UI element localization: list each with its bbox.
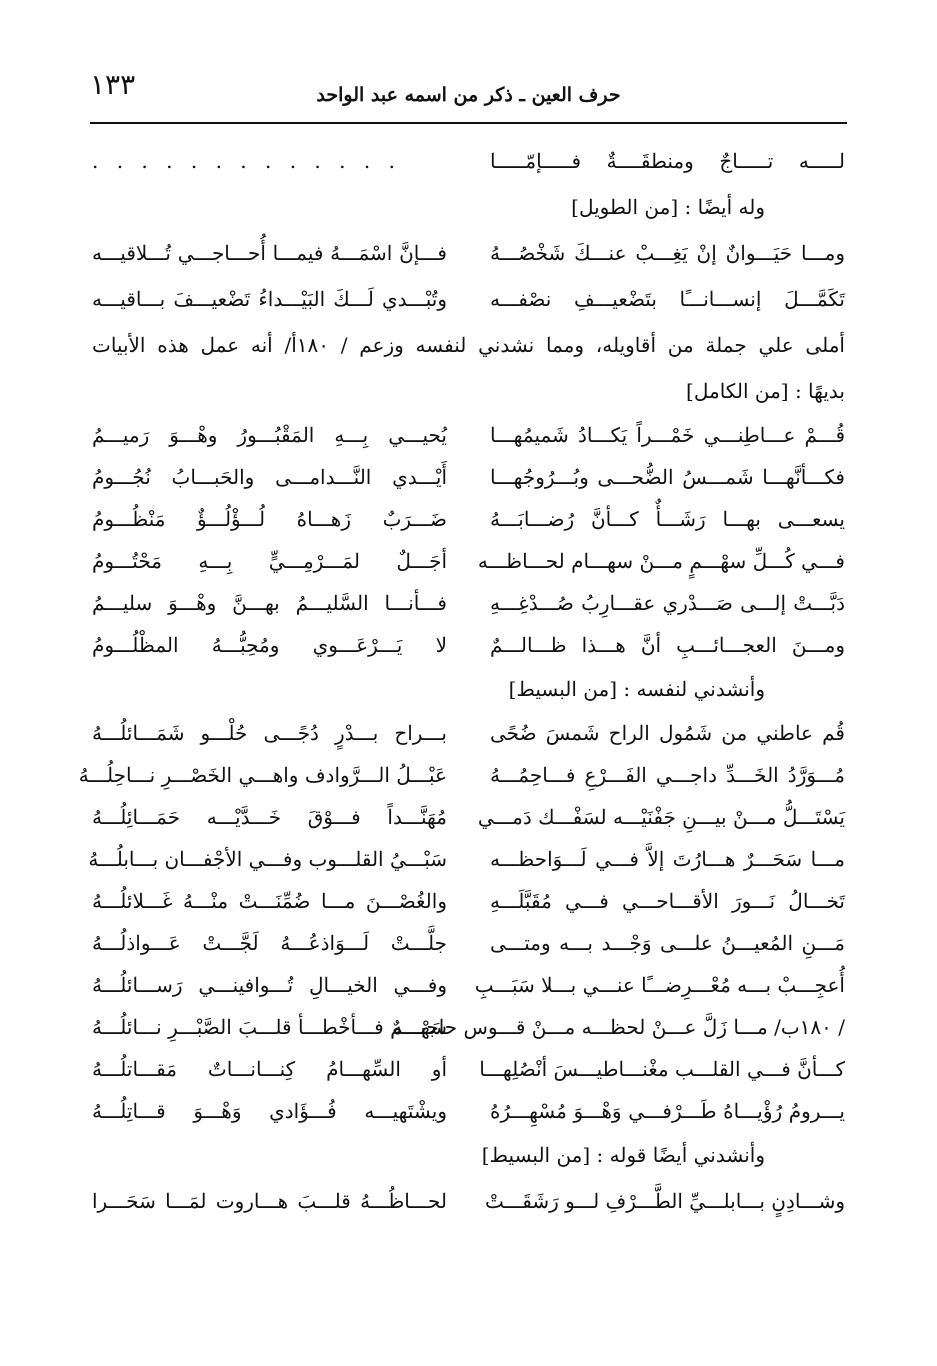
hemistich-second: يُحيـــي بِـــهِ المَقْبُـــورُ وهْـــوَ رَميـــمُ — [92, 423, 447, 447]
hemistich-first: مُـــوَرَّدُ الخَـــدِّ داجـــي الفَـــرْعِ فـــاحِمُـــهُ — [490, 763, 845, 787]
verse-line — [92, 1006, 845, 1048]
hemistich-first: مَـــنِ المُعيـــنُ علـــى وَجْـــد بـــه ومتـــى — [490, 931, 845, 955]
hemistich-second: وفـــي الخيـــالِ تُـــوافينـــي رَســـائلُـــهُ — [92, 973, 447, 997]
hemistich-second: وتُبْـــدي لَـــكَ البَيْـــداءُ تَضْعيـــفَ بـــاقيـــه — [92, 287, 447, 311]
verse-line — [92, 624, 845, 666]
hemistich-first: وشـــادِنٍ بـــابلـــيِّ الطَّـــرْفِ لـــو رَشَقَـــتْ — [485, 1189, 845, 1213]
hemistich-first: أُعجِـــبْ بـــه مُعْـــرِضـــًا عنـــي بـــلا سَبَـــبِ — [474, 973, 845, 997]
poem-introduction: وله أيضًا : [من الطويل] — [571, 195, 765, 219]
verse-line — [92, 1178, 845, 1224]
page-header — [90, 60, 847, 120]
poem-introduction: وأنشدني أيضًا قوله : [من البسيط] — [481, 1143, 765, 1167]
verse-line — [92, 796, 845, 838]
hemistich-second: بـــراح بـــدْرٍ دُجًـــى حُلْـــو شَمَـــائلُـــهُ — [92, 721, 447, 745]
verse-line — [92, 582, 845, 624]
hemistich-first: كـــأنَّ فـــي القلـــب مغْنـــاطيـــسَ أنْصُلِهـــا — [479, 1057, 845, 1081]
verse-line — [92, 138, 845, 184]
hemistich-second: لا يَـــرْعَـــوي ومُحِبُّـــهُ المظْلُـــومُ — [92, 633, 447, 657]
verse-line — [92, 880, 845, 922]
poem-introduction: وأنشدني لنفسه : [من البسيط] — [508, 677, 765, 701]
verse-line — [92, 1048, 845, 1090]
verse-line — [92, 276, 845, 322]
verse-line — [92, 712, 845, 754]
hemistich-second: سَبْـــيُ القلـــوب وفـــي الأجْفـــان بـــابلُـــهُ — [88, 847, 447, 871]
hemistich-second: فـــإنَّ اسْمَـــهُ فيمـــا أُحـــاجـــي تُـــلاقيـــه — [92, 241, 447, 265]
hemistich-second: فـــأنـــا السَّليـــمُ بهـــنَّ وهْـــوَ سليـــمُ — [92, 591, 447, 615]
hemistich-first: مـــا سَحَـــرٌ هـــارُتَ إلاَّ فـــي لَـــوَاحظـــه — [490, 847, 845, 871]
hemistich-first: دَبَّـــتْ إلـــى صَـــدْري عقـــارِبُ صُـــدْغِـــهِ — [490, 591, 845, 615]
verse-line — [92, 414, 845, 456]
hemistich-first: يسعـــى بهـــا رَشَـــأٌ كـــأنَّ رُضـــابَـــهُ — [490, 507, 845, 531]
hemistich-first: ومـــا حَيَـــوانٌ إنْ يَغِـــبْ عنـــكَ شَخْصُـــهُ — [490, 241, 845, 265]
hemistich-second: جلَّـــتْ لَـــوَاذعُـــهُ لَجَّـــتْ عَـــواذلُـــهُ — [92, 931, 447, 955]
hemistich-second: لحـــاظُـــهُ قلـــبَ هـــاروت لمَـــا سَحَـــرا — [92, 1189, 447, 1213]
poem-body — [78, 138, 845, 1224]
hemistich-second: أجَـــلٌ لمَـــرْمِـــيٍّ بِـــهِ مَحْتُـــومُ — [92, 549, 447, 573]
hemistich-first: يَسْتَـــلُّ مـــنْ بيـــنِ جَفْنَيْـــه لسَفْـــك دَمـــي — [477, 805, 845, 829]
verse-line — [88, 838, 845, 880]
hemistich-first: فكـــأنَّهـــا شَمـــسُ الضُّحـــى وبُـــرُوجُهـــا — [490, 465, 845, 489]
verse-line — [78, 754, 845, 796]
hemistich-first: يـــرومُ رُؤْيـــاهُ طَـــرْفـــي وَهْـــوَ مُسْهِـــرُهُ — [490, 1099, 845, 1123]
prose-paragraph-line: بديهًا : [من الكامل] — [686, 379, 845, 403]
page-number: ١٣٣ — [90, 68, 136, 101]
hemistich-first: ومـــنَ العجـــائـــبِ أنَّ هـــذا ظـــالـــمٌ — [490, 633, 845, 657]
hemistich-first: / ١٨٠ب/ مـــا زَلَّ عـــنْ لحظـــه مـــنْ قـــوس حاجبـــه — [392, 1015, 845, 1039]
verse-line — [92, 922, 845, 964]
hemistich-second: والغُصْـــنَ مـــا ضُمِّنَـــتْ منْـــهُ غَـــلائلُـــهُ — [92, 889, 447, 913]
verse-line — [92, 1090, 845, 1132]
verse-line — [92, 540, 845, 582]
hemistich-second: ضَـــرَبٌ زَهـــاهُ لُـــؤْلُـــؤٌ مَنْظُـــومُ — [92, 507, 447, 531]
hemistich-first: قُـــمْ عـــاطِنـــي خَمْـــراً يَكـــادُ شَميمُهـــا — [490, 423, 845, 447]
ellipsis-dots: . . . . . . . . . . . . . — [92, 149, 401, 173]
hemistich-second: مُهَنَّـــداً فـــوْقَ خَـــدَّيْـــه حَمَـــائِلُـــهُ — [92, 805, 447, 829]
hemistich-second: سَهْـــمٌ فـــأخْطـــأ قلـــبَ الصَّبْـــرِ نـــائلُـــهُ — [92, 1015, 447, 1039]
hemistich-second: عَبْـــلُ الـــرَّوادف واهـــي الخَصْـــرِ نـــاحِلُـــهُ — [78, 763, 447, 787]
hemistich-second: أو السِّهـــامُ كِنـــانـــاتٌ مَقـــاتلُـــهُ — [92, 1057, 447, 1081]
running-title: حرف العين ـ ذكر من اسمه عبد الواحد — [316, 84, 621, 106]
header-rule — [90, 122, 847, 124]
hemistich-first: قُم عاطني من شَمُول الراح شَمسَ ضُحًى — [490, 721, 845, 745]
hemistich-second: أَيْـــدي النَّـــدامـــى والحَبـــابُ نُجُـــومُ — [92, 465, 447, 489]
verse-line — [92, 230, 845, 276]
hemistich-first: فـــي كُـــلِّ سهْـــمٍ مـــنْ سهـــام لحـــاظـــه — [477, 549, 845, 573]
hemistich-first: لـــــه تـــــاجٌ ومنطقَــــةٌ فـــــإمّـــــا — [490, 149, 845, 173]
hemistich-first: تَخـــالُ نَـــورَ الأقـــاحـــي فـــي مُقَبَّلَـــهِ — [490, 889, 845, 913]
verse-line — [92, 498, 845, 540]
prose-paragraph-line: أملى علي جملة من أقاويله، ومما نشدني لنفسه وزعم / ١٨٠أ/ أنه عمل هذه الأبيات — [92, 333, 845, 357]
hemistich-first: تَكَمَّـــلَ إنســـانـــًا بتَضْعيـــفِ نصْفـــه — [490, 287, 845, 311]
verse-line — [92, 964, 845, 1006]
verse-line — [92, 456, 845, 498]
hemistich-second: ويشْتَهيـــه فُـــؤَادي وَهْـــوَ قـــاتِلُـــهُ — [92, 1099, 447, 1123]
